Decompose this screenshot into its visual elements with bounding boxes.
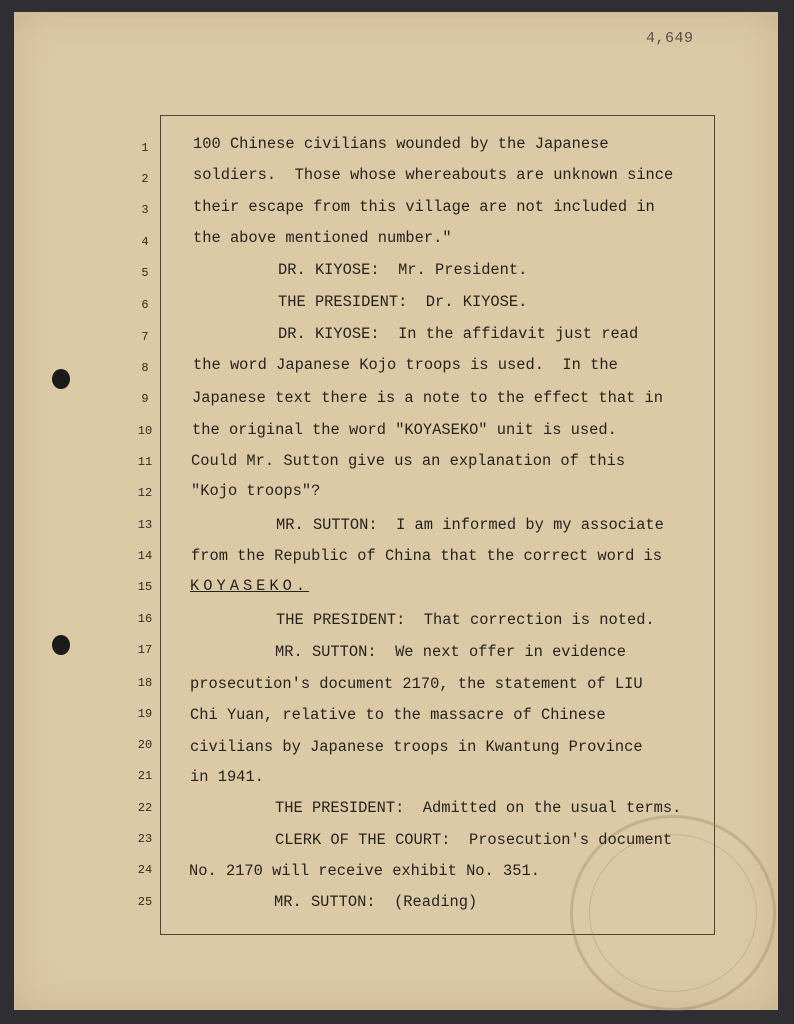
line-number: 14	[137, 549, 153, 563]
transcript-line: No. 2170 will receive exhibit No. 351.	[189, 862, 540, 880]
transcript-line: from the Republic of China that the correct word is	[191, 547, 663, 565]
punch-hole-top	[52, 369, 70, 389]
line-number: 16	[137, 612, 153, 626]
transcript-line: THE PRESIDENT: Dr. KIYOSE.	[278, 293, 528, 311]
transcript-line: THE PRESIDENT: That correction is noted.	[276, 611, 655, 629]
transcript-line: Chi Yuan, relative to the massacre of Chinese	[190, 706, 606, 724]
line-number: 24	[137, 863, 153, 877]
transcript-line: the original the word "KOYASEKO" unit is used.	[192, 421, 617, 439]
line-number: 20	[137, 738, 153, 752]
line-number: 10	[137, 424, 153, 438]
line-number: 17	[137, 643, 153, 657]
line-number: 5	[141, 266, 149, 280]
transcript-line: civilians by Japanese troops in Kwantung Province	[190, 738, 643, 756]
transcript-line: DR. KIYOSE: In the affidavit just read	[278, 325, 639, 343]
line-number: 12	[137, 486, 153, 500]
transcript-line: DR. KIYOSE: Mr. President.	[278, 261, 528, 279]
line-number: 11	[137, 455, 153, 469]
line-number: 21	[137, 769, 153, 783]
transcript-line: prosecution's document 2170, the statement of LIU	[190, 675, 643, 693]
line-number: 25	[137, 895, 153, 909]
transcript-line: "Kojo troops"?	[191, 482, 321, 500]
line-number: 7	[141, 330, 149, 344]
line-number: 9	[141, 392, 149, 406]
line-number: 23	[137, 832, 153, 846]
transcript-line: the word Japanese Kojo troops is used. In the	[193, 356, 618, 374]
transcript-line: in 1941.	[190, 768, 264, 786]
transcript-line: Japanese text there is a note to the effect that in	[192, 389, 664, 407]
line-number: 22	[137, 801, 153, 815]
page-number: 4,649	[646, 30, 694, 47]
transcript-line: the above mentioned number."	[193, 229, 452, 247]
line-number: 13	[137, 518, 153, 532]
line-number: 19	[137, 707, 153, 721]
line-number: 15	[137, 580, 153, 594]
transcript-line: MR. SUTTON: I am informed by my associate	[276, 516, 664, 534]
line-number: 6	[141, 298, 149, 312]
transcript-line: CLERK OF THE COURT: Prosecution's document	[275, 831, 673, 849]
line-number: 3	[141, 203, 149, 217]
line-number: 2	[141, 172, 149, 186]
transcript-line: 100 Chinese civilians wounded by the Japanese	[193, 135, 609, 153]
koyaseko-spaced-word: KOYASEKO.	[190, 577, 310, 595]
transcript-line: MR. SUTTON: We next offer in evidence	[275, 643, 626, 661]
transcript-line: Could Mr. Sutton give us an explanation of this	[191, 452, 626, 470]
line-number: 18	[137, 676, 153, 690]
line-number: 8	[141, 361, 149, 375]
punch-hole-bottom	[52, 635, 70, 655]
transcript-line: MR. SUTTON: (Reading)	[274, 893, 478, 911]
line-number: 4	[141, 235, 149, 249]
transcript-line: THE PRESIDENT: Admitted on the usual terms.	[275, 799, 682, 817]
transcript-line: their escape from this village are not included in	[193, 198, 655, 216]
line-number: 1	[141, 141, 149, 155]
transcript-line: soldiers. Those whose whereabouts are unknown since	[193, 166, 674, 184]
